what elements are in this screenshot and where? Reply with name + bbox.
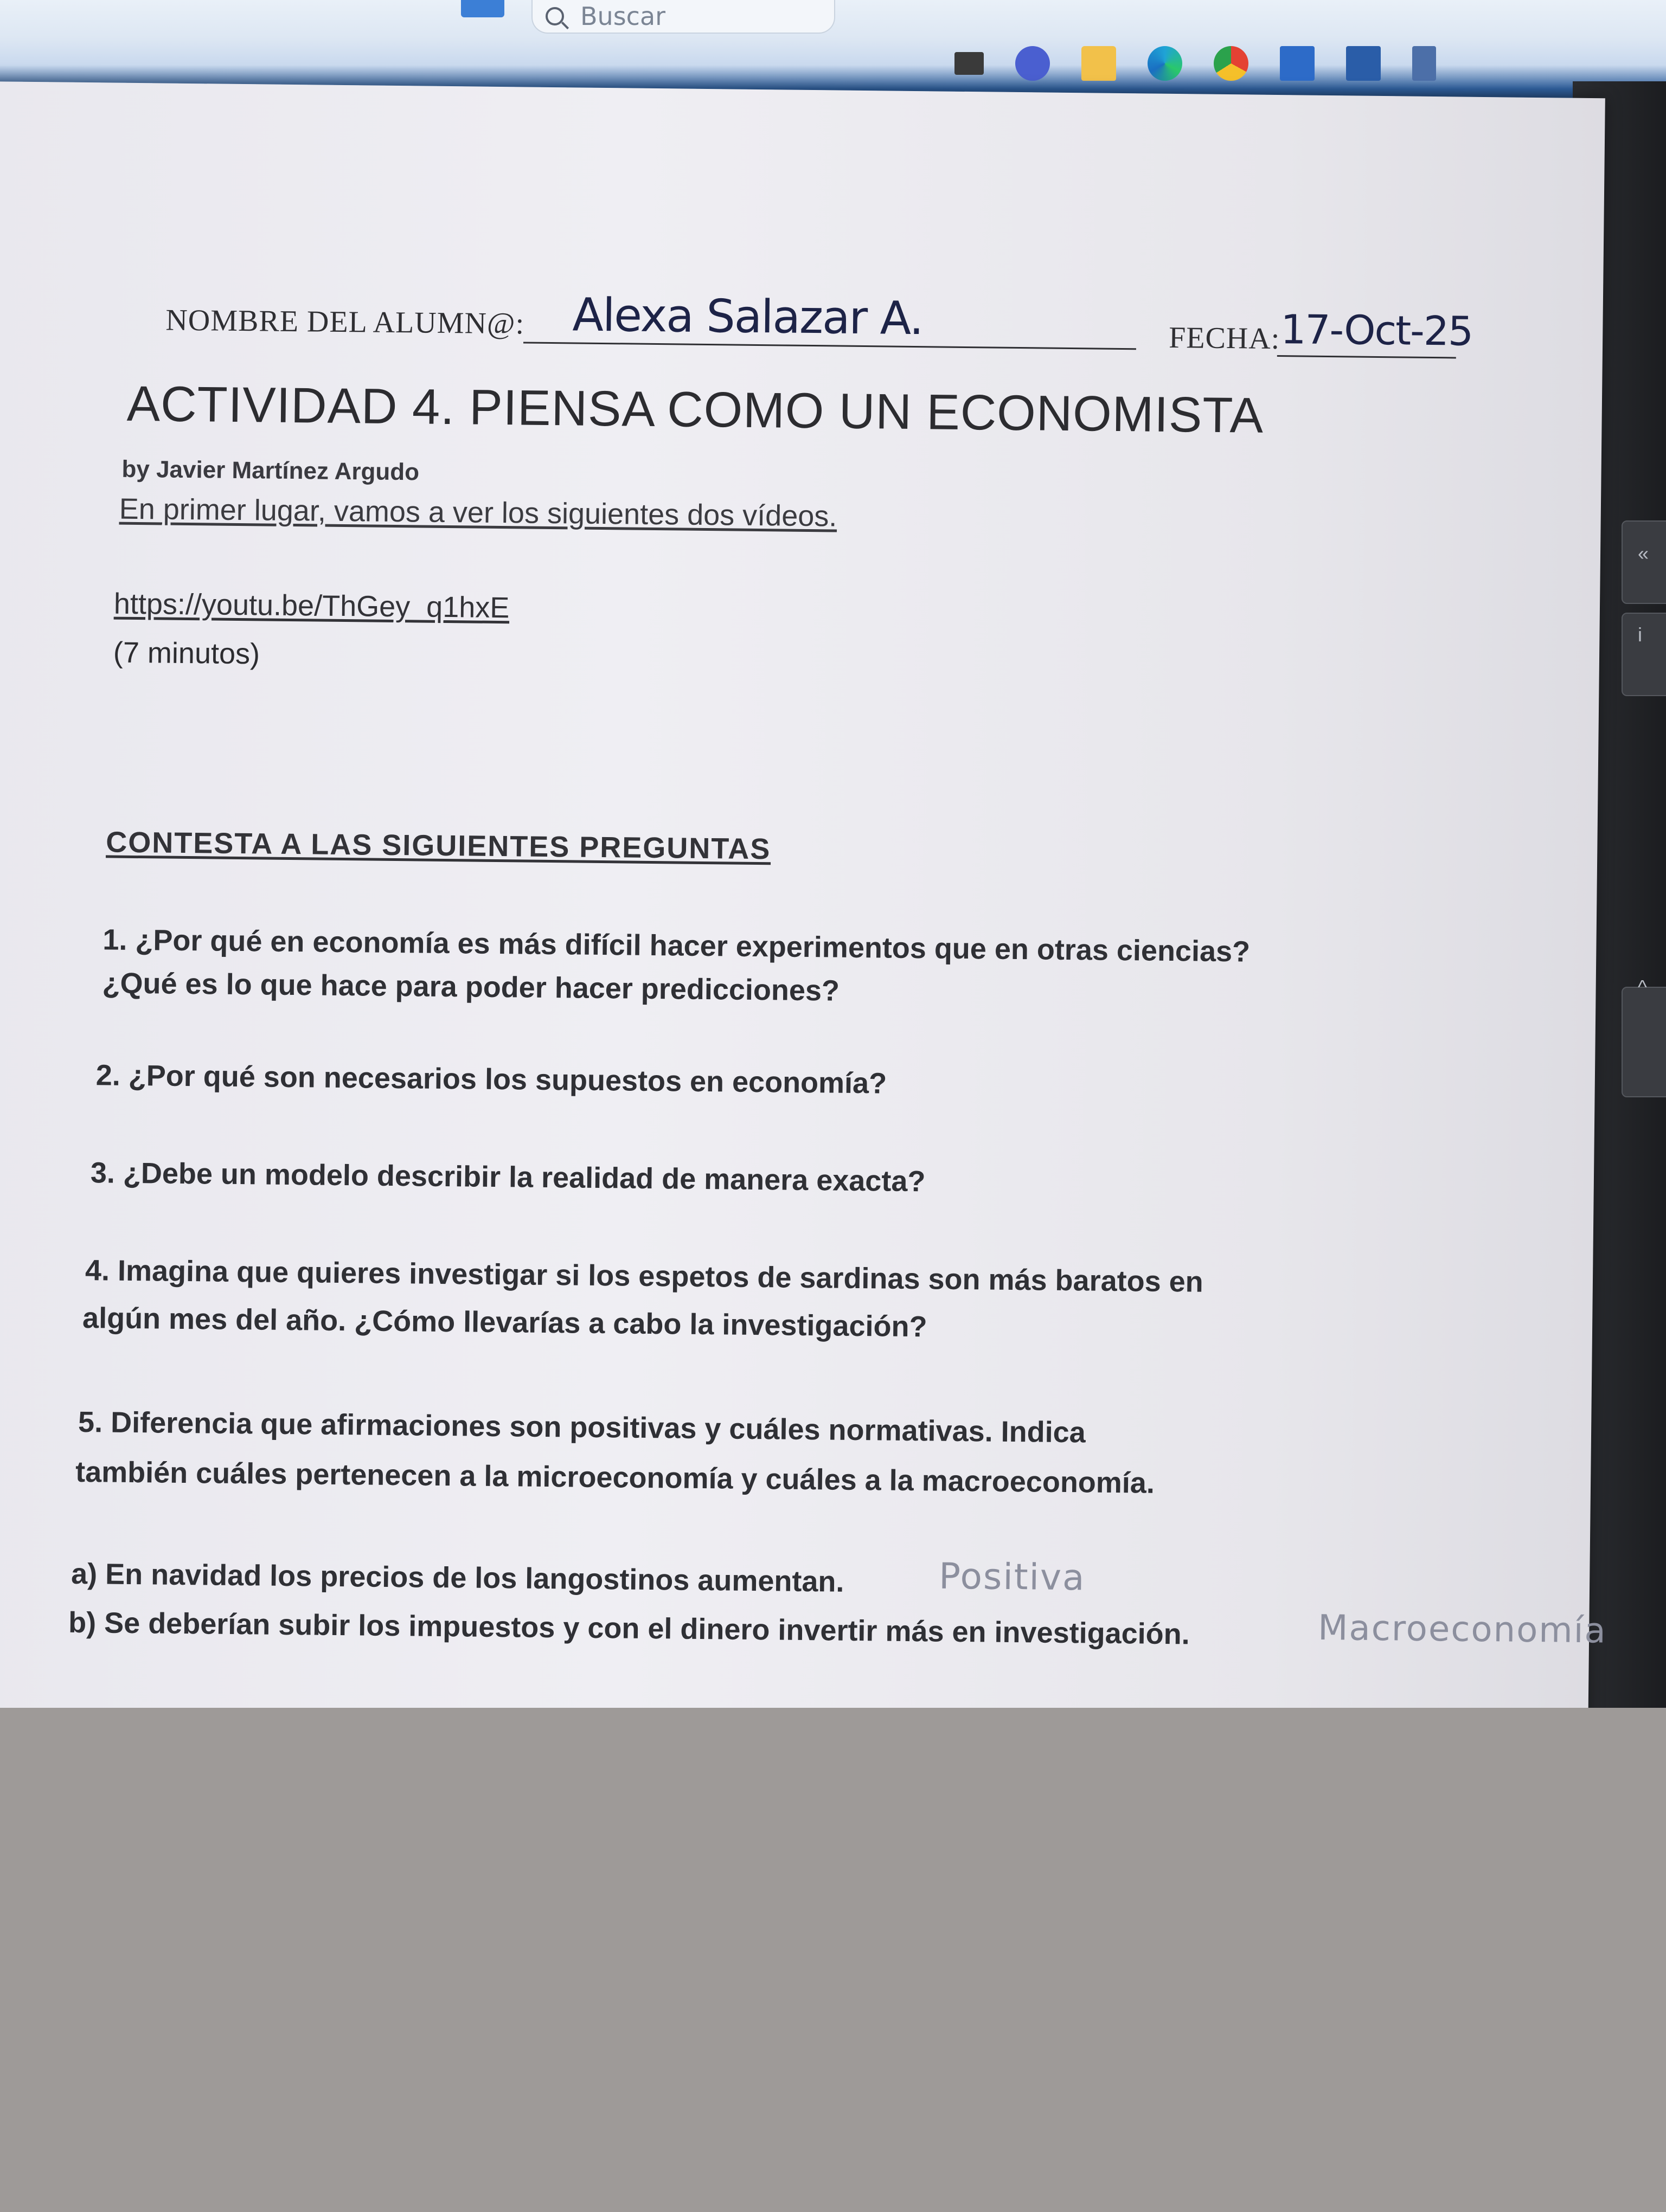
section-heading: CONTESTA A LAS SIGUIENTES PREGUNTAS xyxy=(106,826,771,866)
video-duration: (7 minutos) xyxy=(113,636,260,671)
question-2: 2. ¿Por qué son necesarios los supuestos en economía? xyxy=(95,1059,887,1100)
date-field-line[interactable] xyxy=(1277,306,1473,358)
empty-background xyxy=(0,1708,1666,2212)
file-explorer-icon[interactable] xyxy=(954,52,984,75)
search-icon xyxy=(546,7,564,25)
name-handwritten: Alexa Salazar A. xyxy=(572,288,924,345)
question-3: 3. ¿Debe un modelo describir la realidad de manera exacta? xyxy=(90,1156,926,1198)
question-5-line-2: también cuáles pertenecen a la microeconomía y cuáles a la macroeconomía. xyxy=(75,1455,1155,1500)
worksheet-paper xyxy=(0,81,1605,1708)
start-button[interactable] xyxy=(461,0,504,17)
key-glyph-back: « xyxy=(1638,542,1649,564)
laptop-key xyxy=(1622,613,1666,696)
edge-browser-icon[interactable] xyxy=(1148,46,1182,81)
item-b: b) Se deberían subir los impuestos y con el dinero invertir más en investigación. xyxy=(68,1606,1190,1651)
worksheet-title: ACTIVIDAD 4. PIENSA COMO UN ECONOMISTA xyxy=(126,376,1264,443)
chat-icon[interactable] xyxy=(1015,46,1050,81)
search-placeholder: Buscar xyxy=(580,2,666,31)
store-icon[interactable] xyxy=(1280,46,1315,81)
key-glyph-info: i xyxy=(1638,623,1642,646)
folder-icon[interactable] xyxy=(1081,46,1116,81)
question-5-line-1: 5. Diferencia que afirmaciones son positivas y cuáles normativas. Indica xyxy=(78,1405,1086,1449)
name-label: NOMBRE DEL ALUMN@: xyxy=(165,303,525,341)
question-4-line-2: algún mes del año. ¿Cómo llevarías a cabo la investigación? xyxy=(82,1302,927,1343)
key-glyph-up: ^ xyxy=(1638,976,1647,998)
teams-icon[interactable] xyxy=(1346,46,1381,81)
date-handwritten: 17-Oct-25 xyxy=(1280,306,1473,355)
taskbar-search-box[interactable] xyxy=(531,0,835,34)
laptop-key xyxy=(1622,987,1666,1097)
author-line: by Javier Martínez Argudo xyxy=(121,455,420,486)
video-link[interactable]: https://youtu.be/ThGey_q1hxE xyxy=(113,587,510,625)
item-a: a) En navidad los precios de los langostinos aumentan. xyxy=(71,1557,844,1598)
question-4-line-1: 4. Imagina que quieres investigar si los espetos de sardinas son más baratos en xyxy=(85,1254,1204,1298)
item-a-answer: Positiva xyxy=(938,1555,1086,1599)
app-icon[interactable] xyxy=(1412,46,1436,81)
question-1-line-1: 1. ¿Por qué en economía es más difícil hacer experimentos que en otras ciencias? xyxy=(102,923,1251,968)
intro-text: En primer lugar, vamos a ver los siguientes dos vídeos. xyxy=(119,492,837,533)
date-label: FECHA: xyxy=(1168,320,1280,356)
name-field-line[interactable] xyxy=(523,287,1137,350)
item-b-answer: Macroeconomía xyxy=(1317,1607,1607,1651)
chrome-browser-icon[interactable] xyxy=(1214,46,1248,81)
taskbar-app-icons xyxy=(954,46,1436,81)
question-1-line-2: ¿Qué es lo que hace para poder hacer predicciones? xyxy=(102,967,840,1007)
